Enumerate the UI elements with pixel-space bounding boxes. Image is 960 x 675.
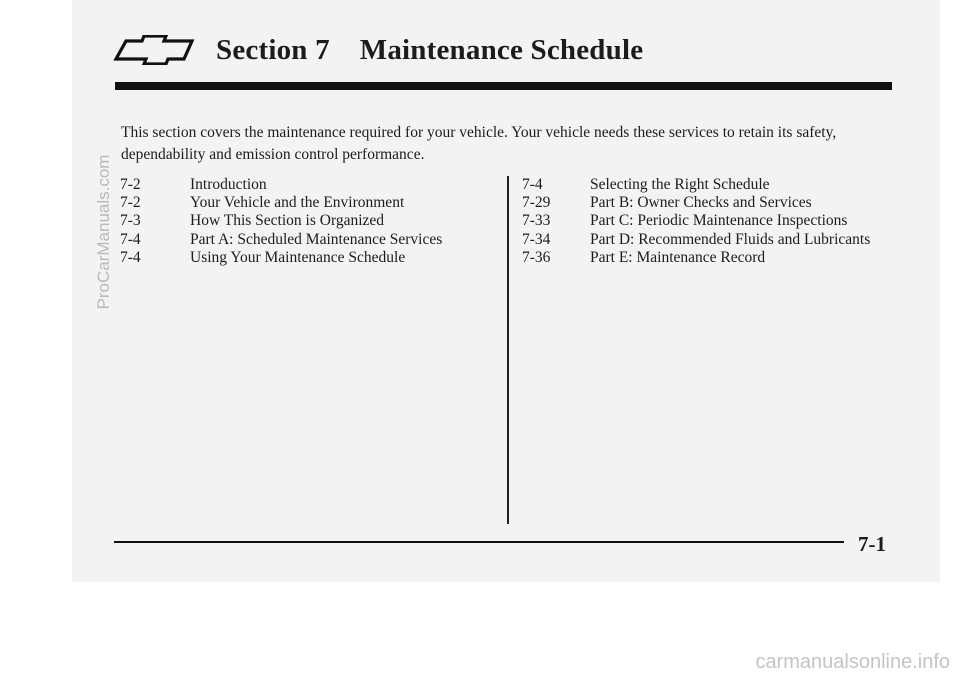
toc-page-number: 7-2	[120, 176, 141, 193]
toc-left-column	[120, 176, 442, 267]
toc-entry-title: Introduction	[190, 176, 267, 193]
column-divider	[507, 176, 509, 524]
toc-entry-title: Part A: Scheduled Maintenance Services	[190, 230, 443, 248]
toc-page-number: 7-29	[522, 194, 551, 212]
toc-page-number: 7-4	[120, 230, 141, 248]
toc-right-column	[522, 176, 870, 267]
toc-entry[interactable]	[522, 194, 870, 212]
intro-paragraph: This section covers the maintenance required for your vehicle. Your vehicle needs these services to retain its safety, dependability and emission control performance.	[121, 124, 837, 163]
footer-rule	[114, 541, 844, 543]
toc-entry[interactable]	[120, 176, 442, 194]
toc-entry[interactable]	[522, 176, 870, 194]
section-header	[112, 30, 643, 70]
toc-entry-title: Part C: Periodic Maintenance Inspections	[590, 212, 848, 230]
toc-entry-title: Your Vehicle and the Environment	[190, 194, 405, 212]
toc-page-number: 7-33	[522, 212, 551, 230]
toc-entry-title: How This Section is Organized	[190, 212, 385, 230]
toc-page-number: 7-3	[120, 212, 141, 230]
toc-entry-title: Part B: Owner Checks and Services	[590, 194, 812, 212]
page-number: 7-1	[858, 532, 886, 556]
bottom-watermark: carmanualsonline.info	[755, 651, 950, 673]
toc-entry[interactable]	[120, 194, 442, 212]
toc-entry[interactable]	[522, 212, 870, 230]
toc-page-number: 7-36	[522, 248, 551, 266]
toc-entry-title: Part E: Maintenance Record	[590, 248, 766, 266]
toc-entry[interactable]	[522, 249, 870, 267]
section-label: Section 7	[216, 33, 330, 66]
toc-page-number: 7-4	[522, 176, 543, 193]
page-title	[216, 34, 643, 67]
toc-entry[interactable]	[120, 212, 442, 230]
toc-entry[interactable]	[120, 249, 442, 267]
section-title: Maintenance Schedule	[359, 33, 644, 66]
side-watermark: ProCarManuals.com	[94, 154, 113, 310]
toc-page-number: 7-2	[120, 194, 141, 212]
chevrolet-bowtie-icon	[112, 35, 196, 65]
toc-entry-title: Using Your Maintenance Schedule	[190, 248, 406, 266]
toc-page-number: 7-34	[522, 230, 551, 248]
toc-entry-title: Selecting the Right Schedule	[590, 176, 770, 193]
toc-entry[interactable]	[522, 231, 870, 249]
toc-entry-title: Part D: Recommended Fluids and Lubricants	[590, 230, 871, 248]
toc-entry[interactable]	[120, 231, 442, 249]
toc-page-number: 7-4	[120, 248, 141, 266]
header-rule	[115, 82, 892, 90]
